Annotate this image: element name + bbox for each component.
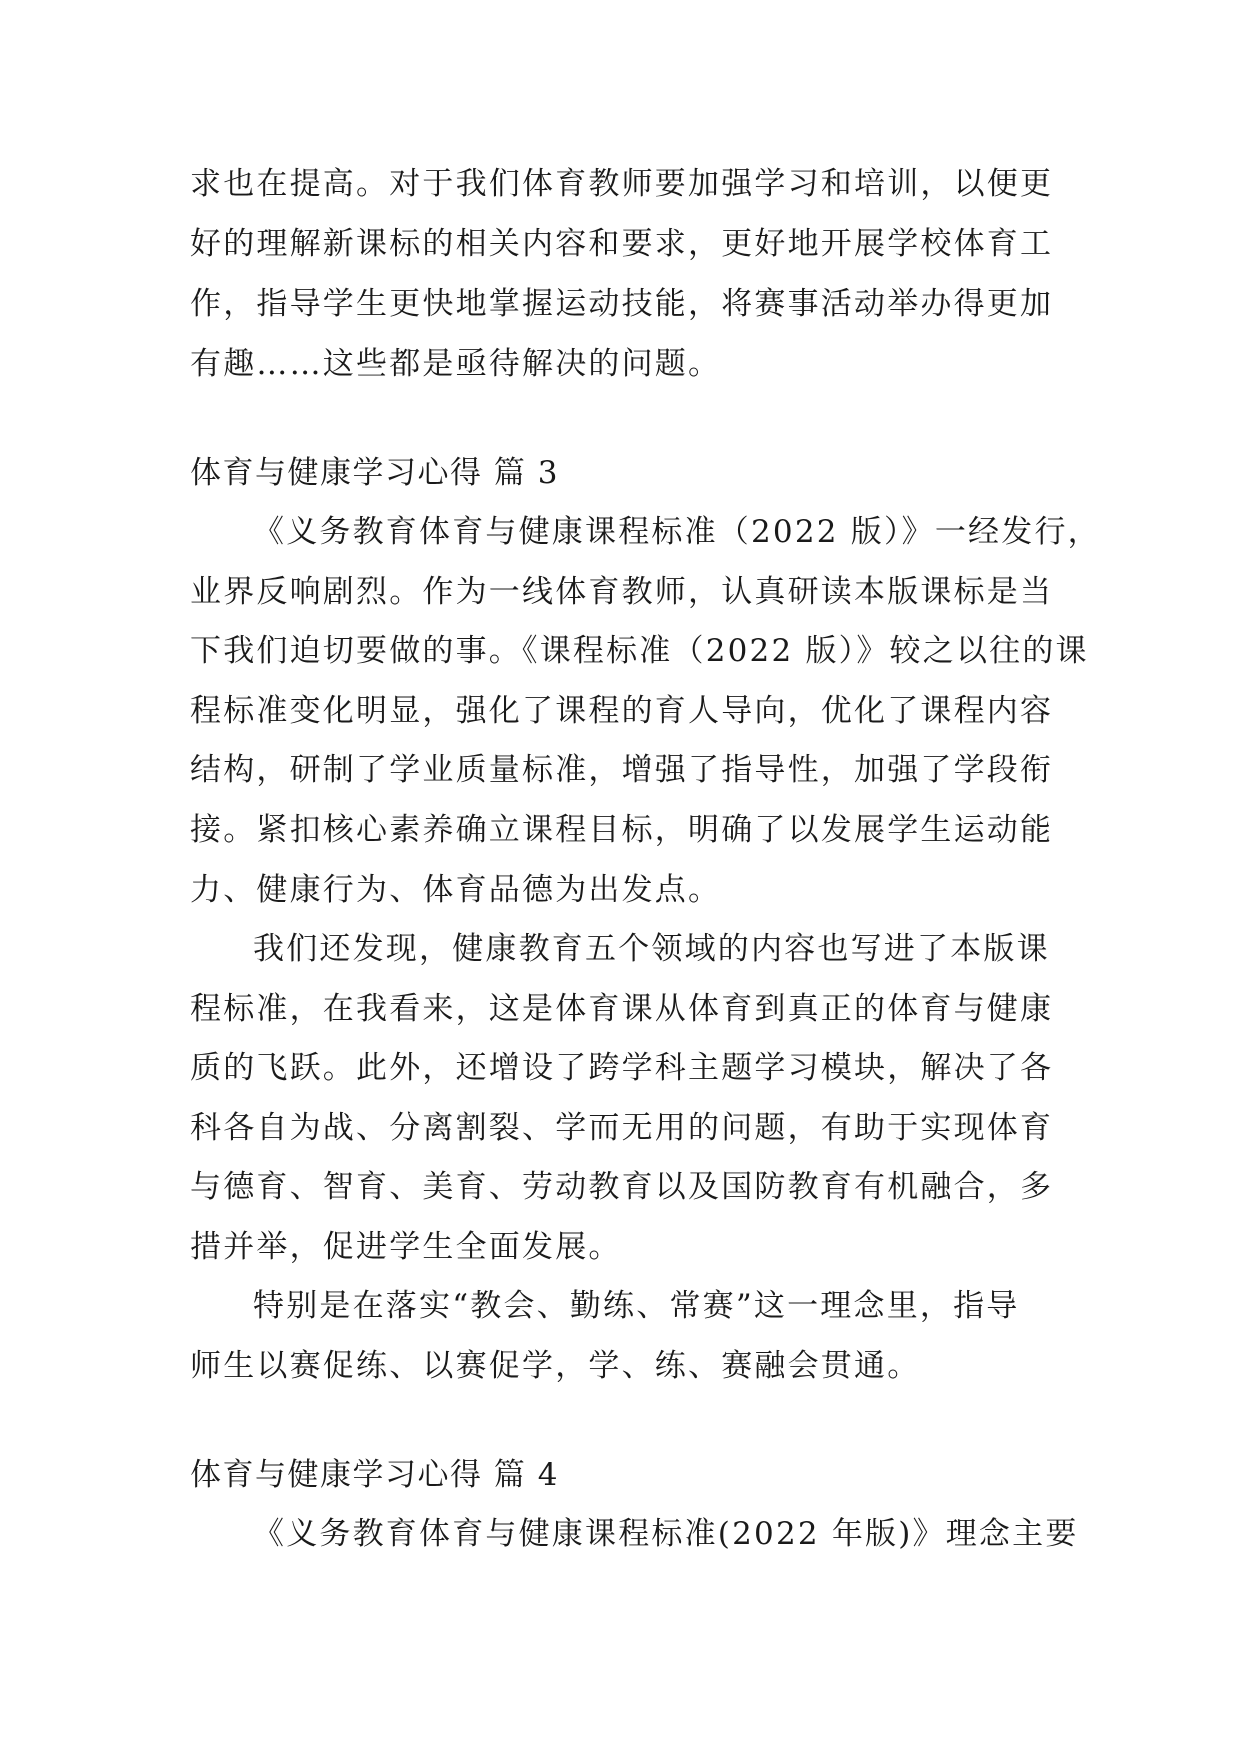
section-3-heading: 体育与健康学习心得 篇 3	[190, 455, 559, 491]
s3-p2-line-1: 我们还发现，健康教育五个领域的内容也写进了本版课	[253, 931, 1050, 967]
s3-p3-line-2: 师生以赛促练、以赛促学，学、练、赛融会贯通。	[190, 1348, 921, 1384]
s3-p1-line-6: 接。紧扣核心素养确立课程目标，明确了以发展学生运动能	[190, 812, 1054, 848]
s3-p1-line-5: 结构，研制了学业质量标准，增强了指导性，加强了学段衔	[190, 752, 1054, 788]
intro-line-2: 好的理解新课标的相关内容和要求，更好地开展学校体育工	[190, 226, 1054, 262]
s3-p2-line-3: 质的飞跃。此外，还增设了跨学科主题学习模块，解决了各	[190, 1050, 1054, 1086]
s3-p1-line-4: 程标准变化明显，强化了课程的育人导向，优化了课程内容	[190, 693, 1054, 729]
s3-p3-line-1: 特别是在落实“教会、勤练、常赛”这一理念里，指导	[253, 1288, 1020, 1324]
s3-p1-line-1: 《义务教育体育与健康课程标准（2022 版）》一经发行，	[253, 514, 1101, 550]
intro-line-1: 求也在提高。对于我们体育教师要加强学习和培训，以便更	[190, 166, 1054, 202]
s3-p2-line-4: 科各自为战、分离割裂、学而无用的问题，有助于实现体育	[190, 1110, 1054, 1146]
s3-p1-line-3: 下我们迫切要做的事。《课程标准（2022 版）》较之以往的课	[190, 633, 1089, 669]
intro-line-4: 有趣……这些都是亟待解决的问题。	[190, 346, 722, 382]
s3-p2-line-2: 程标准，在我看来，这是体育课从体育到真正的体育与健康	[190, 991, 1054, 1027]
s4-p1-line-1: 《义务教育体育与健康课程标准(2022 年版)》理念主要	[253, 1516, 1079, 1552]
intro-line-3: 作，指导学生更快地掌握运动技能，将赛事活动举办得更加	[190, 286, 1054, 322]
s3-p1-line-2: 业界反响剧烈。作为一线体育教师，认真研读本版课标是当	[190, 574, 1054, 610]
s3-p2-line-5: 与德育、智育、美育、劳动教育以及国防教育有机融合，多	[190, 1169, 1054, 1205]
section-4-heading: 体育与健康学习心得 篇 4	[190, 1457, 559, 1493]
s3-p1-line-7: 力、健康行为、体育品德为出发点。	[190, 872, 722, 908]
s3-p2-line-6: 措并举，促进学生全面发展。	[190, 1229, 622, 1265]
